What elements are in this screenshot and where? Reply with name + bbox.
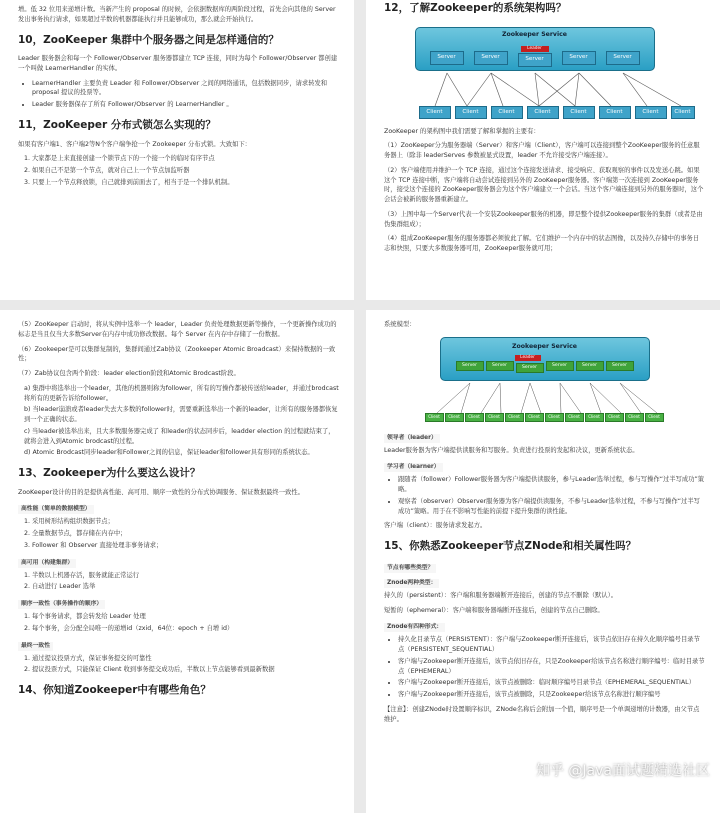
- client-node: Client: [525, 413, 544, 422]
- availability-list: [32, 571, 339, 593]
- service-label: Zookeeper Service: [512, 342, 577, 350]
- client-node: Client: [625, 413, 644, 422]
- server-node: Server: [474, 51, 508, 65]
- list-item: 1. 采用树形结构组织数据节点；: [32, 517, 339, 527]
- list-item: • Leader 服务器保存了所有 Follower/Observer 的 LearnerHandler 。: [32, 100, 339, 110]
- persistent-line: 持久的（persistent）：客户端和服务器端断开连接后，创建的节点不删除（默认）。: [384, 591, 618, 599]
- server-node: Server: [562, 51, 596, 65]
- sequential-list: [32, 612, 339, 634]
- q11-paragraph: 如果有客户端1、客户端2等N个客户端争抢一个 Zookeeper 分布式锁。大致如下：: [18, 140, 251, 148]
- list-item: b) 当leader崩溃或者leader失去大多数的follower时，需要重新选举出一个新的leader，让所有的服务器都恢复到一个正确的状态。: [24, 406, 338, 423]
- q13-paragraph: ZooKeeper设计的目的是提供高性能、高可用、顺序一致性的分布式协调服务、保证数据最终一致性。: [18, 488, 304, 496]
- heading-q11: 11，ZooKeeper 分布式锁怎么实现的？: [18, 118, 216, 131]
- client-node: Client: [505, 413, 524, 422]
- server-node: Server: [606, 361, 634, 371]
- four-forms-list: [398, 635, 705, 700]
- client-node: Client: [645, 413, 664, 422]
- client-node: Client: [545, 413, 564, 422]
- client-node: Client: [527, 106, 559, 119]
- list-item: 1. 每个事务请求，都会转发给 Leader 处理: [32, 612, 339, 622]
- arch-point-1: （1）ZooKeeper分为服务器端（Server）和客户端（Client），客户端可以连接到整个ZooKeeper服务的任意服务器上（除非 leaderServes 参数被显式设置，leader 不允许接受客户端连接）。: [384, 142, 700, 160]
- heading-q15: 15、你熟悉Zookeeper节点ZNode和相关属性吗？: [384, 540, 637, 553]
- system-model-diagram: [425, 335, 665, 427]
- client-node: Client: [465, 413, 484, 422]
- list-item: 1. 半数以上机器存活，服务就能正常运行: [32, 571, 339, 581]
- list-item: 1. 大家都是上来直接创建一个锁节点下的一个接一个的临时有序节点: [32, 154, 339, 164]
- list-item: 2. 每个事务，会分配全局唯一的递增id（zxid，64位：epoch + 自增 id）: [32, 624, 339, 634]
- q10-paragraph: Leader 服务器会和每一个 Follower/Observer 服务器都建立 TCP 连接，同时为每个 Follower/Observer 都创建一个叫做 LearnerHandler 的实体。: [18, 55, 338, 72]
- q11-list: [32, 154, 339, 187]
- list-item: • 客户端与Zookeeper断开连接后，该节点被删除：临时顺序编号目录节点（EPHEMERAL_SEQUENTIAL）: [398, 678, 705, 688]
- list-item: 1. 通过提议投票方式，保证事务提交的可靠性: [32, 654, 339, 664]
- server-node-leader: Server: [518, 53, 552, 67]
- doc-page-2: [366, 0, 720, 300]
- watermark: 知乎 @Java面试题精选社区: [535, 763, 710, 780]
- list-item: 3. 只要上一个节点释放锁，自己就排到前面去了，相当于是一个排队机制。: [32, 178, 339, 188]
- role-learner-label: 学习者（learner）: [384, 463, 443, 472]
- list-item: • 客户端与Zookeeper断开连接后，该节点依旧存在，只是Zookeeper给该节点名称进行顺序编号：临时目录节点（EPHEMERAL）: [398, 657, 705, 677]
- subheading-two-types: Znode两种类型：: [384, 579, 439, 588]
- client-node: Client: [565, 413, 584, 422]
- client-node: Client: [599, 106, 631, 119]
- client-node: Client: [635, 106, 667, 119]
- zookeeper-service-box: [440, 337, 650, 381]
- subheading-node-types: 节点有哪些类型？: [384, 564, 436, 573]
- role-leader-label: 领导者（leader）: [384, 434, 440, 443]
- architecture-diagram: [395, 23, 695, 123]
- heading-q13: 13、Zookeeper为什么要这么设计？: [18, 467, 201, 479]
- leader-tag: Leader: [521, 46, 549, 52]
- list-item: • 持久化目录节点（PERSISTENT）：客户端与Zookeeper断开连接后，该节点依旧存在持久化顺序编号目录节点（PERSISTENT_SEQUENTIAL）: [398, 635, 705, 655]
- point-6: （6）Zookeeper是可以集群复制的，集群间通过Zab协议（Zookeeper Atomic Broadcast）来保持数据的一致性；: [18, 345, 336, 363]
- list-item: 3. Follower 和 Observer 直接处理非事务请求；: [32, 541, 339, 551]
- arch-point-4: （4）组成ZooKeeper服务的服务器都必须彼此了解。它们维护一个内存中的状态图像，以及持久存储中的事务日志和快照，只要大多数服务器可用，ZooKeeper服务就可用；: [384, 235, 700, 253]
- client-node: Client: [455, 106, 487, 119]
- client-node: Client: [585, 413, 604, 422]
- list-item: 2. 自动进行 Leader 选举: [32, 582, 339, 592]
- client-role-line: 客户端（client）：服务请求发起方。: [384, 522, 487, 530]
- list-item: • LearnerHandler 主要负责 Leader 和 Follower/Observer 之间的网络通讯，包括数据同步，请求转发和 proposal 提议的投票等。: [32, 79, 339, 99]
- leader-paragraph: Leader服务器为客户端提供读服务和写服务。负责进行投票的发起和决议，更新系统状态。: [384, 446, 639, 454]
- client-node: Client: [485, 413, 504, 422]
- client-node: Client: [605, 413, 624, 422]
- subheading-sequential: 顺序一致性（事务操作的顺序）: [18, 600, 105, 609]
- heading-q14: 14、你知道Zookeeper中有哪些角色？: [18, 684, 211, 697]
- model-label: 系统模型：: [384, 321, 416, 328]
- performance-list: [32, 517, 339, 550]
- client-node: Client: [445, 413, 464, 422]
- client-node: Client: [671, 106, 695, 119]
- client-node: Client: [419, 106, 451, 119]
- leader-tag: Leader: [515, 355, 541, 361]
- note-paragraph: 【注意】：创建ZNode时设置顺序标识，ZNode名称后会附加一个值，顺序号是一个单调递增的计数器，由父节点维护。: [384, 705, 700, 723]
- doc-page-3: [0, 310, 354, 813]
- learner-list: [398, 475, 705, 516]
- server-node-leader: Server: [516, 363, 544, 373]
- client-node: Client: [491, 106, 523, 119]
- ephemeral-line: 短暂的（ephemeral）：客户端和服务器端断开连接后，创建的节点自己删除。: [384, 606, 604, 614]
- server-node: Server: [606, 51, 640, 65]
- point-7: （7）Zab协议包含两个阶段：leader election阶段和Atomic Brodcast阶段。: [18, 370, 240, 377]
- doc-page-4: [366, 310, 720, 813]
- list-item: • 观察者（observer）Observer服务器为客户端提供读服务，不参与Leader选举过程，不参与写操作“过半写成功”策略。用于在不影响写性能的前提下提升集群的读性能。: [398, 497, 705, 517]
- arch-point-3: （3）上图中每一个Server代表一个安装Zookeeper服务的机器，即是整个提供Zookeeper服务的集群（或者是由伪集群组成）；: [384, 210, 703, 228]
- heading-q10: 10，ZooKeeper 集群中个服务器之间是怎样通信的？: [18, 33, 279, 46]
- service-label: Zookeeper Service: [502, 30, 567, 38]
- list-item: 2. 全量数据节点，都存储在内存中；: [32, 529, 339, 539]
- list-item: d) Atomic Brodcast同步leader和Follower之间的信息，保证leader和follower具有形同的系统状态。: [24, 449, 314, 457]
- intro-paragraph: 增。低 32 位用来递增计数。当新产生的 proposal 的时候，会依据数据库的两阶段过程，首先会向其他的 Server 发出事务执行请求，如果超过半数的机器都能执行并且能够成功，那么就会开始执行。: [18, 6, 336, 23]
- list-item: a) 集群中将选举出一个leader，其他的机器则称为follower，所有的写操作都被传送给leader，并通过brodcast将所有的更新告诉给follower。: [24, 384, 339, 402]
- arch-intro: ZooKeeper 的架构图中我们需要了解和掌握的主要有：: [384, 127, 540, 135]
- list-item: • 客户端与Zookeeper断开连接后，该节点被删除，只是Zookeeper给该节点名称进行顺序编号: [398, 690, 705, 700]
- list-item: 2. 如果自己不是第一个节点，就对自己上一个节点加监听器: [32, 166, 339, 176]
- q10-list: [32, 79, 339, 110]
- server-node: Server: [456, 361, 484, 371]
- server-node: Server: [430, 51, 464, 65]
- client-node: Client: [563, 106, 595, 119]
- subheading-eventual: 最终一致性: [18, 642, 53, 651]
- arch-point-2: （2）客户端使用并维护一个 TCP 连接，通过这个连接发送请求、接受响应、获取观察的事件以及发送心跳。如果这个 TCP 连接中断，客户端将自动尝试连接到另外的 ZooKeeper服务器。客户端第一次连接到 ZooKeeper服务时，接受这个连接的 ZooKeeper服务器会为这个客户端建立一个会话。当这个客户端连接到另外的服务器时，这个会话会被新的服务器重新建立。: [384, 166, 704, 204]
- heading-q12: 12，了解Zookeeper的系统架构吗？: [384, 2, 567, 14]
- subheading-performance: 高性能（简单的数据模型）: [18, 505, 94, 514]
- list-item: • 跟随者（follower）Follower服务器为客户端提供读服务，参与Leader选举过程，参与写操作“过半写成功”策略。: [398, 475, 705, 495]
- eventual-list: [32, 654, 339, 676]
- subheading-four-forms: Znode有四种形式：: [384, 623, 445, 632]
- server-node: Server: [576, 361, 604, 371]
- doc-page-1: [0, 0, 354, 300]
- list-item: 2. 提议投票方式，只能保证 Client 收到事务提交成功后，半数以上节点能够看到最新数据: [32, 665, 339, 675]
- server-node: Server: [546, 361, 574, 371]
- subheading-availability: 高可用（构建集群）: [18, 559, 76, 568]
- list-item: c) 当leader被选举出来，且大多数服务器完成了 和leader的状态同步后，leadder election 的过程就结束了，就将会进入到Atomic brodcast的过程。: [24, 427, 335, 445]
- server-node: Server: [486, 361, 514, 371]
- client-node: Client: [425, 413, 444, 422]
- zab-list: [24, 384, 339, 458]
- point-5: （5）ZooKeeper 启动时，将从实例中选举一个 leader，Leader 负责处理数据更新等操作，一个更新操作成功的标志是当且仅当大多数Server在内存中成功修改数据。每个 Server 在内存中存储了一份数据。: [18, 321, 337, 338]
